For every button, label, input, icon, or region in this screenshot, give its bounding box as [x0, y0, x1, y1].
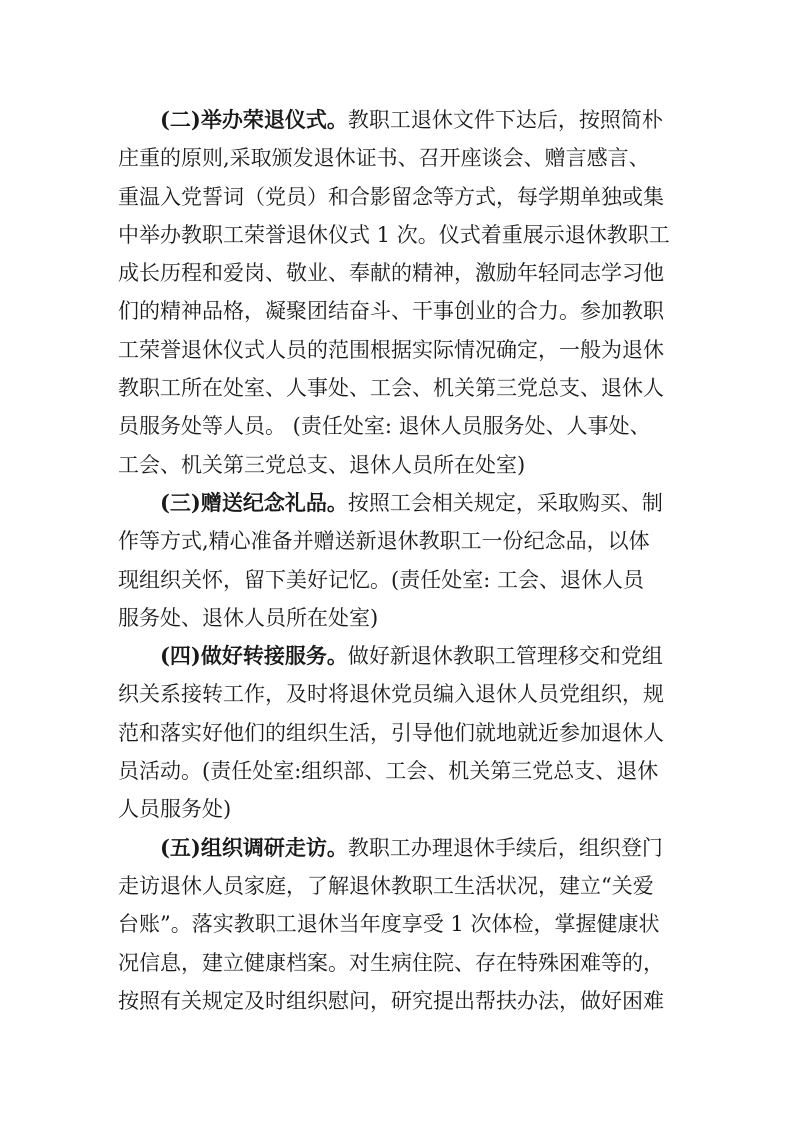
- paragraph-text: 服务处、退休人员所在处室): [118, 605, 379, 630]
- paragraph-text: 作等方式,精心准备并赠送新退休教职工一份纪念品，以体: [118, 529, 650, 554]
- paragraph-text: 工荣誉退休仪式人员的范围根据实际情况确定，一般为退休: [118, 337, 664, 362]
- paragraph-line: [118, 178, 678, 216]
- paragraph-line: [118, 637, 678, 675]
- paragraph-text: 们的精神品格，凝聚团结奋斗、干事创业的合力。参加教职: [118, 299, 664, 324]
- paragraph-line: [118, 944, 678, 982]
- paragraph-line: [118, 599, 678, 637]
- paragraph-text: 做好新退休教职工管理移交和党组: [347, 644, 663, 669]
- paragraph-text: 中举办教职工荣誉退休仪式 1 次。仪式着重展示退休教职工: [118, 222, 670, 247]
- paragraph-line: [118, 407, 678, 445]
- paragraph-text: 重温入党誓词（党员）和合影留念等方式，每学期单独或集: [118, 184, 664, 209]
- paragraph-line: [118, 522, 678, 560]
- paragraph-text: 教职工办理退休手续后，组织登门: [347, 835, 663, 860]
- paragraph-line: [118, 675, 678, 713]
- document-body: [118, 101, 678, 1020]
- paragraph-text: 台账”。落实教职工退休当年度享受 1 次体检，掌握健康状: [118, 912, 660, 937]
- paragraph-text: 员服务处等人员。 (责任处室: 退休人员服务处、人事处、: [118, 414, 651, 439]
- paragraph-line: [118, 790, 678, 828]
- section-heading: (四)做好转接服务。: [160, 643, 348, 669]
- paragraph-text: 人员服务处): [118, 797, 232, 822]
- section-heading: (二)举办荣退仪式。: [160, 107, 348, 132]
- paragraph-line: [118, 829, 678, 867]
- paragraph-line: [118, 484, 678, 522]
- paragraph-text: 教职工所在处室、人事处、工会、机关第三党总支、退休人: [118, 376, 664, 401]
- paragraph-text: 况信息，建立健康档案。对生病住院、存在特殊困难等的，: [118, 950, 664, 975]
- paragraph-line: [118, 254, 678, 292]
- paragraph-line: [118, 714, 678, 752]
- paragraph-line: [118, 216, 678, 254]
- paragraph-text: 织关系接转工作，及时将退休党员编入退休人员党组织，规: [118, 682, 664, 707]
- paragraph-line: [118, 101, 678, 139]
- paragraph-text: 按照有关规定及时组织慰问，研究提出帮扶办法，做好困难: [118, 988, 664, 1013]
- paragraph-text: 员活动。(责任处室:组织部、工会、机关第三党总支、退休: [118, 759, 659, 784]
- paragraph-line: [118, 982, 678, 1020]
- paragraph-line: [118, 331, 678, 369]
- paragraph-text: 范和落实好他们的组织生活，引导他们就地就近参加退休人: [118, 720, 664, 745]
- paragraph-line: [118, 139, 678, 177]
- paragraph-line: [118, 867, 678, 905]
- paragraph-text: 成长历程和爱岗、敬业、奉献的精神，激励年轻同志学习他: [118, 261, 664, 286]
- paragraph-text: 庄重的原则,采取颁发退休证书、召开座谈会、赠言感言、: [118, 146, 650, 171]
- paragraph-text: 按照工会相关规定，采取购买、制: [347, 490, 663, 515]
- section-heading: (三)赠送纪念礼品。: [160, 489, 348, 515]
- paragraph-text: 走访退休人员家庭，了解退休教职工生活状况，建立“关爱: [118, 873, 654, 898]
- paragraph-line: [118, 561, 678, 599]
- paragraph-line: [118, 369, 678, 407]
- paragraph-text: 工会、机关第三党总支、退休人员所在处室): [118, 452, 526, 477]
- paragraph-text: 教职工退休文件下达后，按照简朴: [347, 108, 663, 132]
- paragraph-line: [118, 446, 678, 484]
- section-heading: (五)组织调研走访。: [160, 834, 348, 860]
- paragraph-text: 现组织关怀，留下美好记忆。(责任处室: 工会、退休人员: [118, 567, 644, 592]
- paragraph-line: [118, 292, 678, 330]
- paragraph-line: [118, 905, 678, 943]
- paragraph-line: [118, 752, 678, 790]
